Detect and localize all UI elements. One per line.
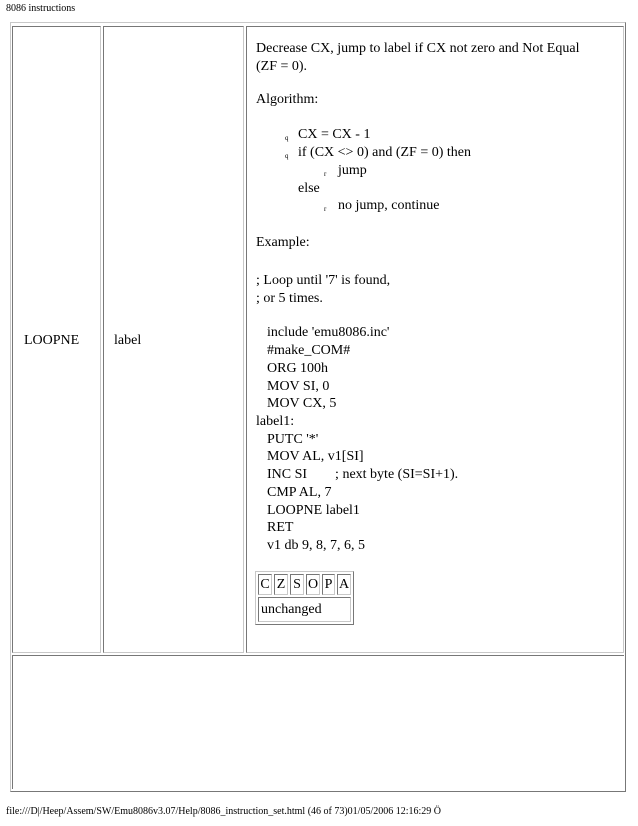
- algorithm-else-label: else: [298, 181, 320, 196]
- flag-cell-a: A: [337, 574, 351, 595]
- code-line: RET: [267, 520, 294, 535]
- code-line: INC SI ; next byte (SI=SI+1).: [267, 467, 459, 482]
- flag-cell-o: O: [306, 574, 320, 595]
- description-line-1: Decrease CX, jump to label if CX not zero and Not Equal: [256, 41, 580, 56]
- code-line: v1 db 9, 8, 7, 6, 5: [267, 538, 365, 553]
- sub-bullet-icon: r: [324, 205, 327, 213]
- code-line: MOV AL, v1[SI]: [267, 449, 364, 464]
- instruction-mnemonic: LOOPNE: [24, 333, 80, 348]
- code-line: PUTC '*': [267, 432, 319, 447]
- code-line: LOOPNE label1: [267, 503, 360, 518]
- code-line: #make_COM#: [267, 343, 351, 358]
- code-label-line: label1:: [256, 414, 295, 429]
- code-line: CMP AL, 7: [267, 485, 332, 500]
- algorithm-else-step: no jump, continue: [338, 198, 440, 213]
- description-line-2: (ZF = 0).: [256, 59, 308, 74]
- algorithm-then-step: jump: [338, 163, 367, 178]
- algorithm-step-1: CX = CX - 1: [298, 127, 371, 142]
- algorithm-heading: Algorithm:: [256, 92, 319, 107]
- code-line: ORG 100h: [267, 361, 329, 376]
- flags-status: unchanged: [258, 597, 351, 622]
- page-footer-path: file:///D|/Heep/Assem/SW/Emu8086v3.07/Help/8086_instruction_set.html (46 of 73)01/05/2006 12:16:29 Ö: [6, 806, 442, 817]
- example-comment-2: ; or 5 times.: [256, 291, 323, 306]
- bullet-icon: q: [285, 152, 289, 160]
- example-heading: Example:: [256, 235, 310, 250]
- code-line: MOV CX, 5: [267, 396, 337, 411]
- flag-cell-s: S: [290, 574, 304, 595]
- flag-cell-z: Z: [274, 574, 288, 595]
- bullet-icon: q: [285, 134, 289, 142]
- algorithm-step-2: if (CX <> 0) and (ZF = 0) then: [298, 145, 471, 160]
- next-row-cell: [12, 655, 624, 789]
- instruction-operands: label: [114, 333, 142, 348]
- code-line: include 'emu8086.inc': [267, 325, 390, 340]
- code-line: MOV SI, 0: [267, 379, 330, 394]
- sub-bullet-icon: r: [324, 170, 327, 178]
- flag-cell-c: C: [258, 574, 272, 595]
- page-header-title: 8086 instructions: [6, 3, 76, 14]
- example-comment-1: ; Loop until '7' is found,: [256, 273, 391, 288]
- flag-cell-p: P: [322, 574, 335, 595]
